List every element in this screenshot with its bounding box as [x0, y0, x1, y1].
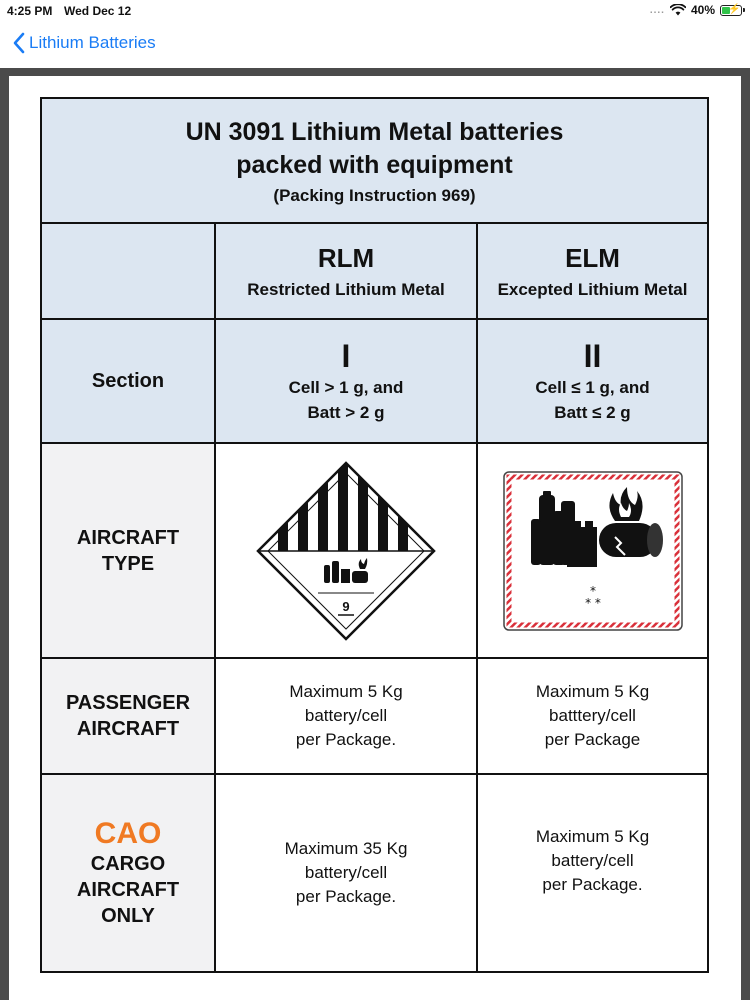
passenger-elm-line3: per Package — [544, 730, 641, 749]
cargo-rlm-line2: battery/cell — [304, 863, 388, 882]
back-button[interactable] — [12, 32, 156, 54]
passenger-label-cell — [41, 658, 215, 774]
section-rlm-batt-limit: Batt > 2 g — [307, 403, 385, 422]
passenger-elm-cell — [477, 658, 708, 774]
lithium-battery-mark-cell — [477, 443, 708, 658]
section-label-cell — [41, 319, 215, 443]
status-date: Wed Dec 12 — [64, 4, 132, 18]
table-title-line2: packed with equipment — [236, 150, 513, 179]
lithium-battery-mark-icon — [503, 471, 683, 631]
header-rlm-cell — [215, 223, 477, 319]
status-time: 4:25 PM — [7, 4, 53, 18]
svg-text:* *: * * — [584, 595, 601, 610]
passenger-rlm-line3: per Package. — [295, 730, 397, 749]
section-elm-batt-limit: Batt ≤ 2 g — [554, 403, 631, 422]
cargo-label-line1: CARGO — [90, 853, 166, 875]
section-rlm-cell-limit: Cell > 1 g, and — [288, 378, 404, 397]
header-empty-cell — [41, 223, 215, 319]
aircraft-type-label-line1: AIRCRAFT — [76, 526, 180, 549]
cargo-rlm-cell — [215, 774, 477, 972]
passenger-elm-line2: batttery/cell — [549, 706, 636, 725]
header-elm-cell — [477, 223, 708, 319]
battery-icon — [720, 5, 742, 16]
rlm-description: Restricted Lithium Metal — [247, 279, 445, 299]
charging-bolt-icon: ⚡ — [728, 3, 741, 15]
table-title-cell — [41, 98, 708, 223]
section-rlm-cell — [215, 319, 477, 443]
document-page — [9, 76, 741, 1000]
cao-label: CAO — [94, 817, 162, 850]
section-elm-cell-limit: Cell ≤ 1 g, and — [535, 378, 650, 397]
section-elm-cell — [477, 319, 708, 443]
cargo-elm-cell — [477, 774, 708, 972]
cargo-label-line2: AIRCRAFT — [76, 879, 180, 901]
battery-percent: 40% — [690, 3, 715, 17]
class9-hazard-label-icon — [256, 461, 436, 641]
cargo-elm-line1: Maximum 5 Kg — [535, 827, 650, 846]
passenger-label-line2: AIRCRAFT — [76, 718, 180, 740]
section-label: Section — [91, 370, 165, 392]
cargo-label-line3: ONLY — [101, 905, 155, 927]
cargo-elm-line2: battery/cell — [551, 851, 634, 870]
document-viewer[interactable] — [0, 68, 750, 1000]
wifi-icon — [670, 4, 686, 16]
passenger-rlm-cell — [215, 658, 477, 774]
cellular-signal-icon: .... — [649, 4, 665, 16]
passenger-rlm-line1: Maximum 5 Kg — [289, 682, 403, 701]
rlm-code: RLM — [317, 242, 375, 273]
class9-number: 9 — [342, 598, 350, 614]
section-elm-roman: II — [583, 338, 602, 374]
section-rlm-roman: I — [341, 338, 351, 374]
cargo-rlm-line1: Maximum 35 Kg — [284, 839, 408, 858]
passenger-elm-line1: Maximum 5 Kg — [535, 682, 650, 701]
passenger-label-line1: PASSENGER — [65, 692, 191, 714]
cargo-label-cell — [41, 774, 215, 972]
cargo-elm-line3: per Package. — [542, 875, 643, 894]
battery-packing-table — [40, 97, 709, 973]
aircraft-type-label-cell — [41, 443, 215, 658]
table-title-line1: UN 3091 Lithium Metal batteries — [185, 117, 564, 146]
chevron-left-icon — [12, 32, 26, 54]
back-button-label: Lithium Batteries — [29, 33, 156, 52]
cargo-rlm-line3: per Package. — [295, 887, 397, 906]
table-subtitle: (Packing Instruction 969) — [273, 185, 476, 205]
aircraft-type-label-line2: TYPE — [101, 552, 155, 575]
status-indicators — [650, 3, 742, 17]
passenger-rlm-line2: battery/cell — [304, 706, 388, 725]
class9-label-cell — [215, 443, 477, 658]
elm-description: Excepted Lithium Metal — [497, 279, 688, 299]
nav-bar — [0, 22, 750, 68]
svg-text:*: * — [589, 583, 596, 598]
status-bar — [0, 0, 750, 22]
elm-code: ELM — [565, 242, 620, 273]
